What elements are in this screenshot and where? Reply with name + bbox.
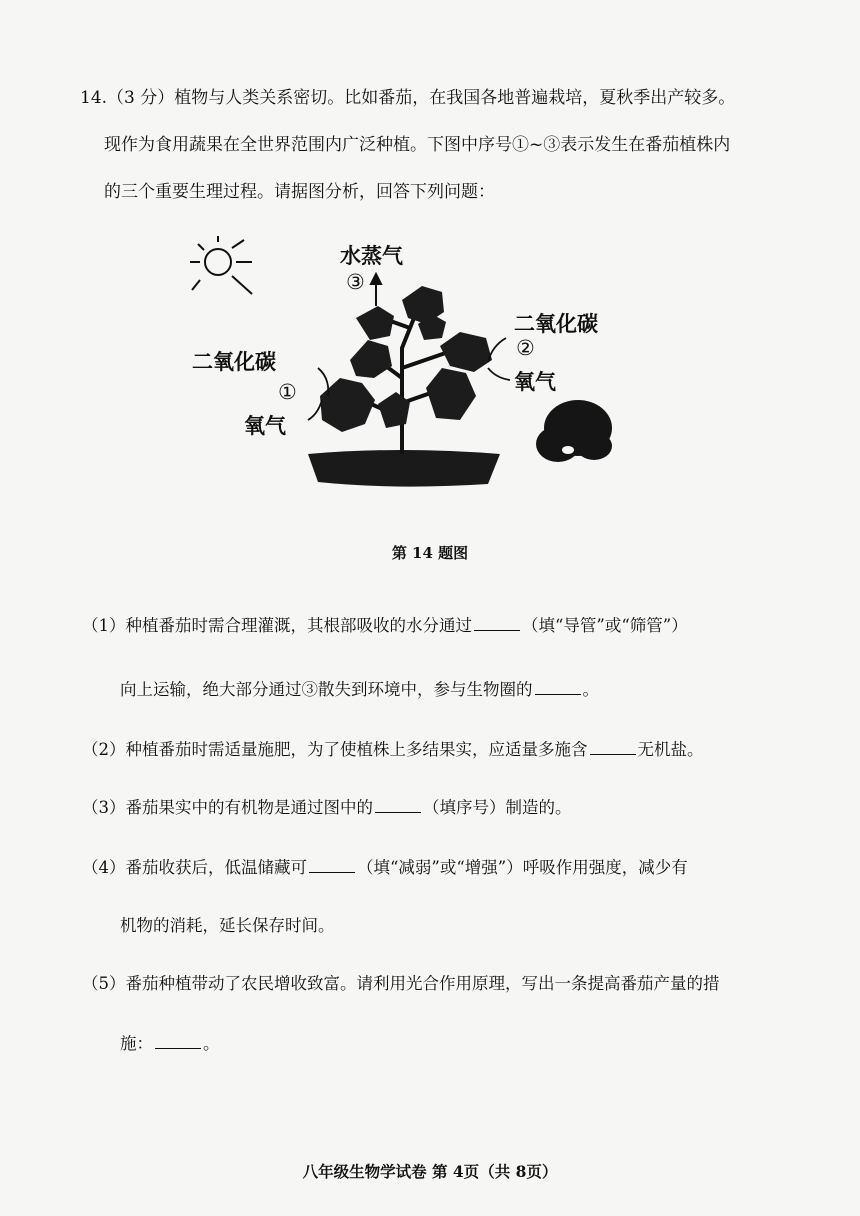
question-14-stem: [80, 75, 800, 216]
figure-caption: 第 14 题图: [391, 544, 469, 562]
q1-text-b: （填“导管”或“筛管”）: [522, 616, 688, 635]
sun-icon: [190, 236, 252, 294]
q3-text-a: （3）番茄果实中的有机物是通过图中的: [82, 798, 373, 817]
label-o2-right: 氧气: [514, 370, 556, 394]
sub-question-3: [82, 794, 572, 818]
question-line-3: 的三个重要生理过程。请据图分析，回答下列问题：: [104, 182, 495, 202]
label-water-vapor: 水蒸气: [340, 244, 403, 268]
question-header: 14.（3 分）植物与人类关系密切。比如番茄，在我国各地普遍栽培，夏秋季出产较多。: [80, 88, 736, 108]
q2-text-b: 无机盐。: [637, 740, 704, 759]
sub-question-4-line-1: [82, 854, 688, 878]
label-process-1: ①: [278, 380, 297, 404]
q1-text-c: 向上运输，绝大部分通过③散失到环境中，参与生物圈的: [120, 680, 533, 699]
transpiration-arrow: [371, 274, 381, 306]
label-process-3: ③: [346, 270, 365, 294]
label-process-2: ②: [516, 336, 535, 360]
q5-text-a: 施：: [120, 1034, 153, 1053]
tomato-plant-figure: [170, 228, 670, 488]
leaves: [320, 286, 492, 432]
q2-text-a: （2）种植番茄时需适量施肥，为了使植株上多结果实，应适量多施含: [82, 740, 588, 759]
answer-blank-5[interactable]: [309, 858, 355, 873]
q1-text-d: 。: [582, 680, 599, 699]
answer-blank-2[interactable]: [535, 680, 581, 695]
q4-text-b: （填“减弱”或“增强”）呼吸作用强度，减少有: [357, 858, 688, 877]
answer-blank-6[interactable]: [155, 1034, 201, 1049]
q5-text-b: 。: [203, 1034, 220, 1053]
tomato-fruit: [536, 400, 612, 462]
answer-blank-3[interactable]: [590, 740, 636, 755]
sub-question-1-line-2: [120, 676, 599, 700]
sub-question-1-line-1: [82, 612, 688, 636]
sub-question-5-line-2: [120, 1030, 220, 1054]
page-footer: 八年级生物学试卷 第 4页（共 8页）: [302, 1162, 558, 1181]
label-co2-right: 二氧化碳: [514, 312, 598, 336]
answer-blank-1[interactable]: [474, 616, 520, 631]
q4-text-a: （4）番茄收获后，低温储藏可: [82, 858, 307, 877]
label-o2-left: 氧气: [244, 414, 286, 438]
sub-question-4-line-2: 机物的消耗，延长保存时间。: [120, 916, 335, 935]
label-co2-left: 二氧化碳: [192, 350, 276, 374]
q3-text-b: （填序号）制造的。: [423, 798, 572, 817]
question-line-2: 现作为食用蔬果在全世界范围内广泛种植。下图中序号①~③表示发生在番茄植株内: [104, 135, 731, 155]
soil: [308, 450, 500, 487]
answer-blank-4[interactable]: [375, 798, 421, 813]
q1-text-a: （1）种植番茄时需合理灌溉，其根部吸收的水分通过: [82, 616, 472, 635]
sub-question-5-line-1: （5）番茄种植带动了农民增收致富。请利用光合作用原理，写出一条提高番茄产量的措: [82, 974, 720, 993]
sub-question-2: [82, 736, 704, 760]
